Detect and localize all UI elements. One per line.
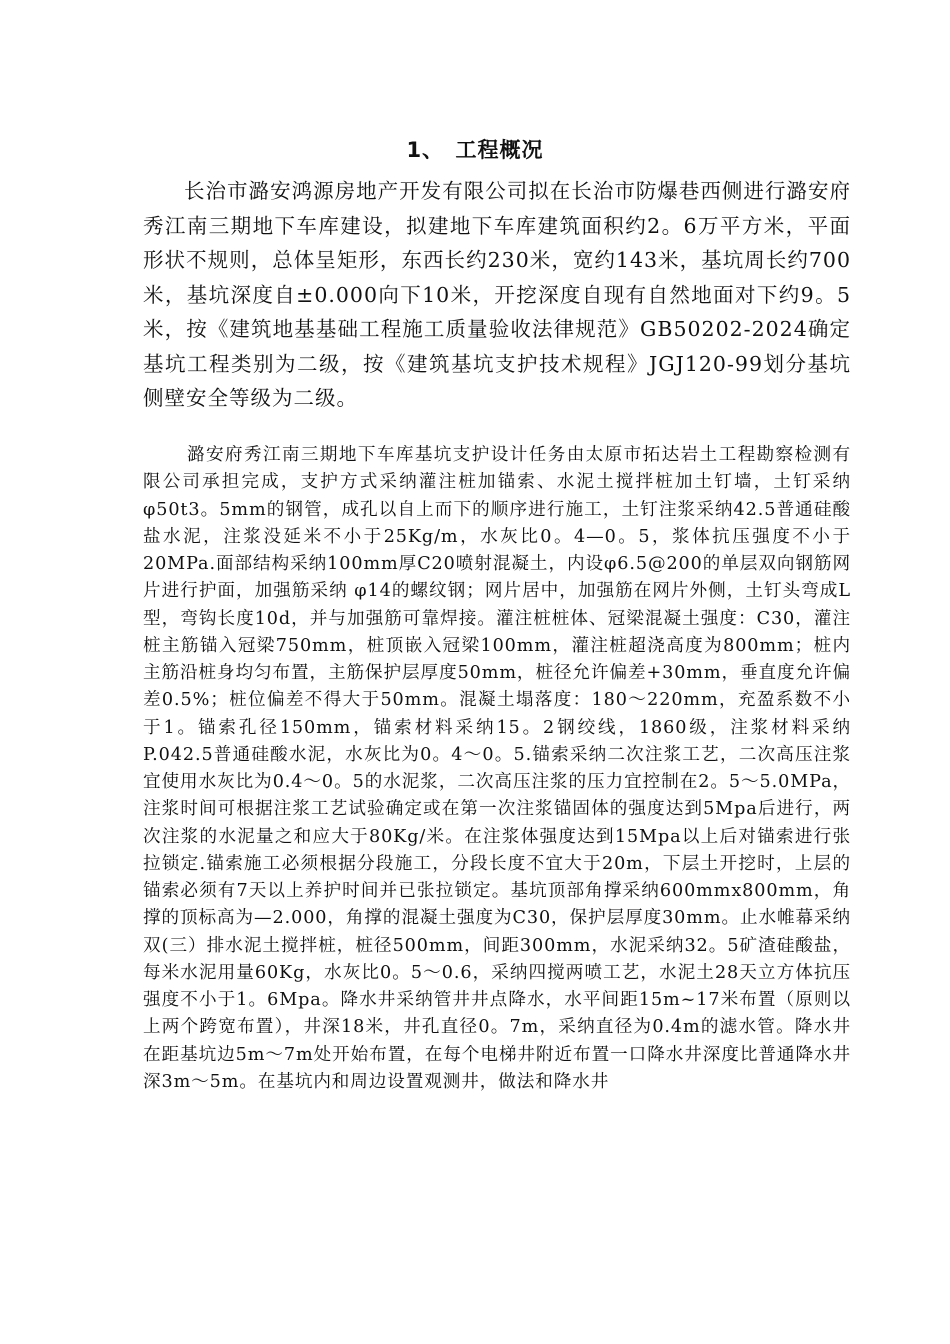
- paragraph-support-design: 潞安府秀江南三期地下车库基坑支护设计任务由太原市拓达岩土工程勘察检测有限公司承担完成，支护方式采纳灌注桩加锚索、水泥土搅拌桩加土钉墙，土钉采纳 φ50t3。5mm的钢管，成孔以自上而下的顺序进行施工，土钉注浆采纳42.5普通硅酸盐水泥，注浆没延米不小于25Kg/m，水灰比0。4—0。5，浆体抗压强度不小于20MPa.面部结构采纳100mm厚C20喷射混凝土，内设φ6.5@200的单层双向钢筋网片进行护面，加强筋采纳 φ14的螺纹钢；网片居中，加强筋在网片外侧，土钉头弯成L型，弯钩长度10d，并与加强筋可靠焊接。灌注桩桩体、冠梁混凝土强度：C30，灌注桩主筋锚入冠梁750mm，桩顶嵌入冠梁100mm，灌注桩超浇高度为800mm；桩内主筋沿桩身均匀布置，主筋保护层厚度50mm，桩径允许偏差+30mm，垂直度允许偏差0.5%；桩位偏差不得大于50mm。混凝土塌落度：180～220mm，充盈系数不小于1。锚索孔径150mm，锚索材料采纳15。2钢绞线，1860级，注浆材料采纳P.042.5普通硅酸水泥，水灰比为0。4～0。5.锚索采纳二次注浆工艺，二次高压注浆宜使用水灰比为0.4～0。5的水泥浆，二次高压注浆的压力宜控制在2。5～5.0MPa，注浆时间可根据注浆工艺试验确定或在第一次注浆锚固体的强度达到5Mpa后进行，两次注浆的水泥量之和应大于80Kg/米。在注浆体强度达到15Mpa以上后对锚索进行张拉锁定.锚索施工必须根据分段施工，分段长度不宜大于20m，下层土开挖时，上层的锚索必须有7天以上养护时间并已张拉锁定。基坑顶部角撑采纳600mmx800mm，角撑的顶标高为—2.000，角撑的混凝土强度为C30，保护层厚度30mm。止水帷幕采纳双(三）排水泥土搅拌桩，桩径500mm，间距300mm，水泥采纳32。5矿渣硅酸盐，每米水泥用量60Kg，水灰比0。5～0.6，采纳四搅两喷工艺，水泥土28天立方体抗压强度不小于1。6Mpa。降水井采纳管井井点降水，水平间距15m~17米布置（原则以上两个跨宽布置），井深18米，井孔直径0。7m，采纳直径为0.4m的滤水管。降水井在距基坑边5m～7m处开始布置，在每个电梯井附近布置一口降水井深度比普通降水井深3m～5m。在基坑内和周边设置观测井，做法和降水井: [143, 445, 851, 1092]
- paragraph-overview: 长治市潞安鸿源房地产开发有限公司拟在长治市防爆巷西侧进行潞安府秀江南三期地下车库建设，拟建地下车库建筑面积约2。6万平方米，平面形状不规则，总体呈矩形，东西长约230米，宽约143米，基坑周长约700米，基坑深度自±0.000向下10米，开挖深度自现有自然地面对下约9。5米，按《建筑地基基础工程施工质量验收法律规范》GB50202-2024确定基坑工程类别为二级，按《建筑基坑支护技术规程》JGJ120-99划分基坑侧壁安全等级为二级。: [143, 179, 851, 410]
- section-title: 1、 工程概况: [406, 138, 544, 162]
